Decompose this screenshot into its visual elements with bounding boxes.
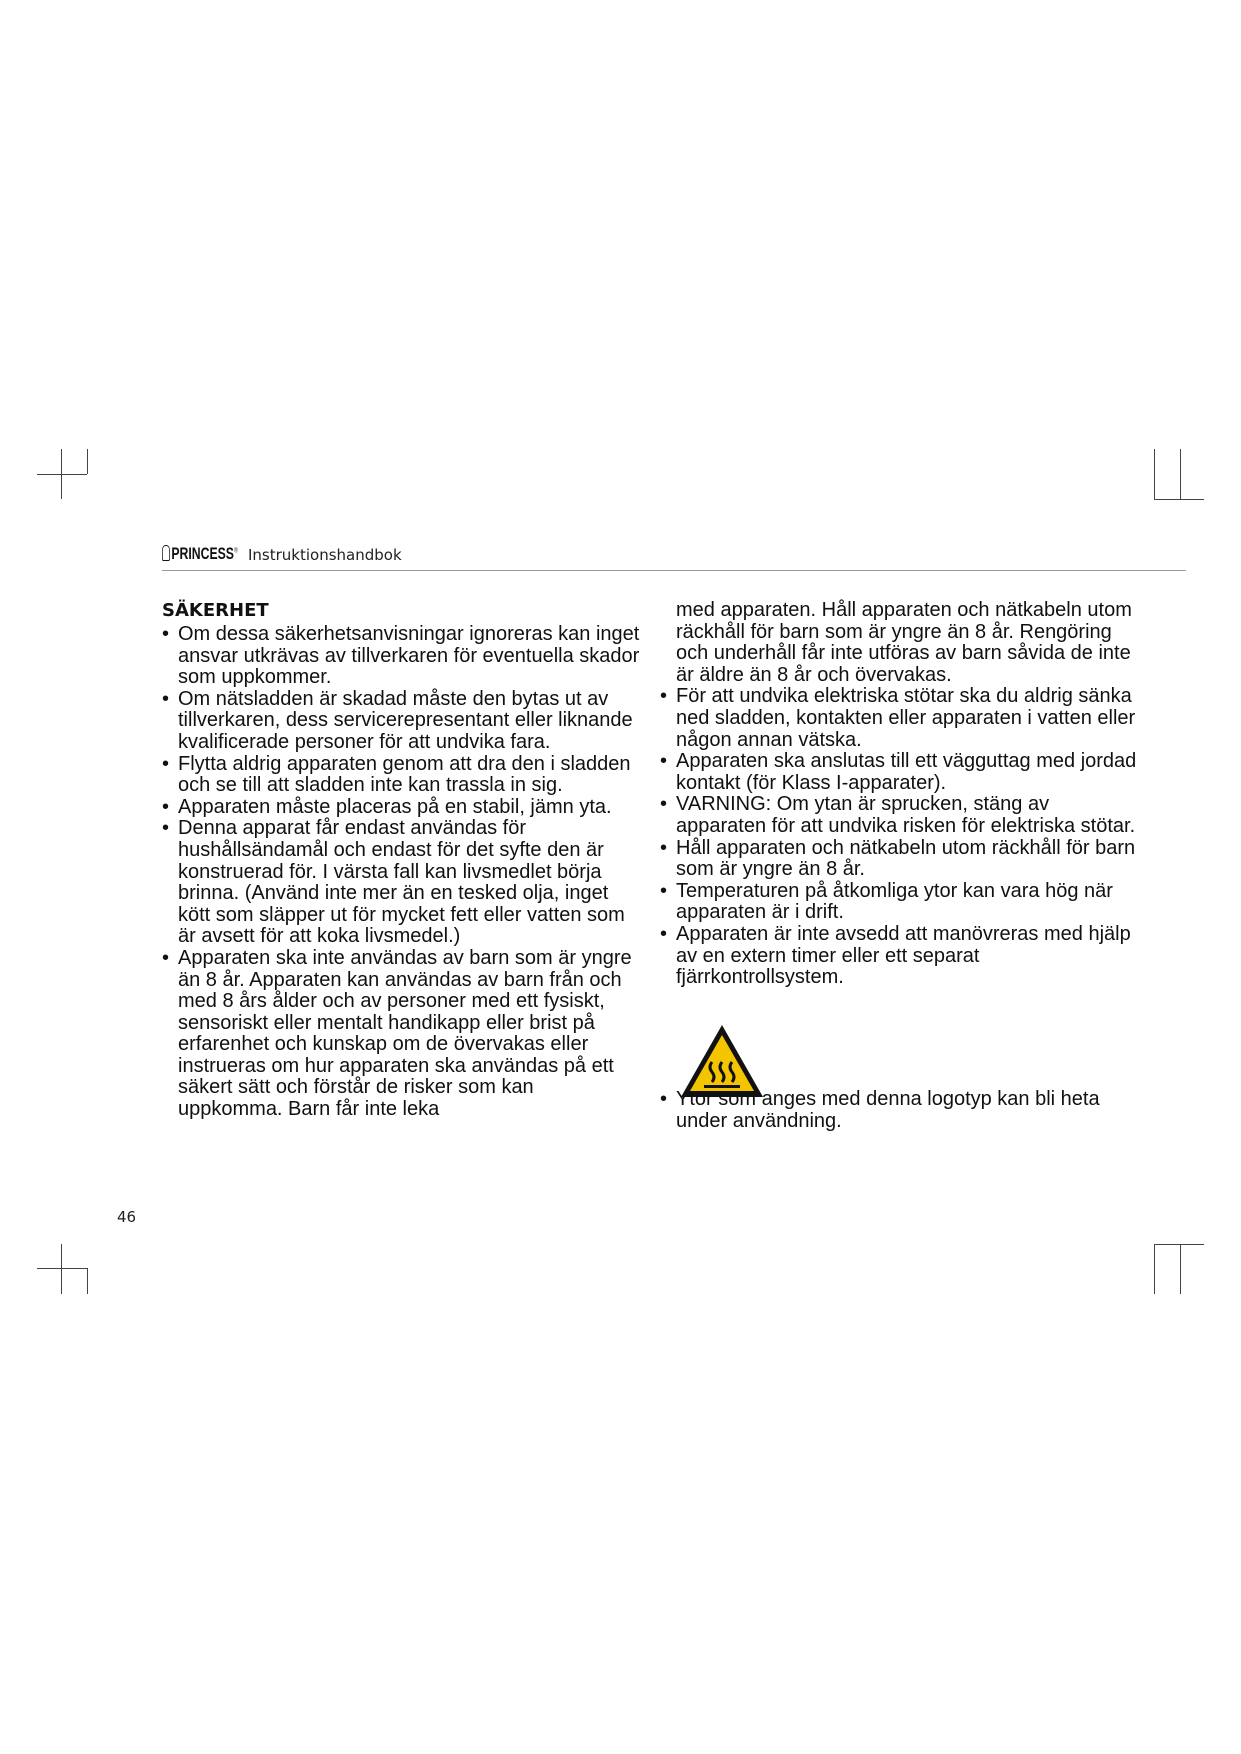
crop-mark (61, 449, 62, 499)
section-title: SÄKERHET (162, 600, 269, 621)
continued-text: med apparaten. Håll apparaten och nätkabeln utom räckhåll för barn som är yngre än 8 år. Rengöring och underhåll får inte utföras av barn såvida de inte är äldre än 8 år och övervakas. (676, 599, 1132, 686)
crop-mark (87, 1268, 88, 1294)
crop-mark (1154, 1244, 1204, 1245)
list-item: • Temperaturen på åtkomliga ytor kan vara hög när apparaten är i drift. (660, 881, 1140, 924)
crop-mark (1154, 499, 1204, 500)
right-column (660, 600, 1140, 989)
list-item: • Om dessa säkerhetsanvisningar ignoreras kan inget ansvar utkrävas av tillverkaren för eventuella skador som uppkommer. (162, 624, 642, 689)
crop-mark (37, 474, 87, 475)
left-column (162, 600, 642, 1121)
registered-mark: ® (233, 547, 238, 555)
hot-surface-note (660, 1089, 1140, 1132)
crop-mark (1154, 1244, 1155, 1294)
crop-mark (87, 449, 88, 474)
brand-name: PRINCESS (171, 544, 234, 563)
header-subtitle: Instruktionshandbok (248, 546, 402, 564)
list-item: • Apparaten ska inte användas av barn som är yngre än 8 år. Apparaten kan användas av barn från och med 8 års ålder och av personer med ett fysiskt, sensoriskt eller mentalt handikapp eller brist på erfarenhet och kunskap om de övervakas eller instrueras om hur apparaten ska användas på ett säkert sätt och förstår de risker som kan uppkomma. Barn får inte leka (162, 948, 642, 1121)
crop-mark (1180, 449, 1181, 499)
page-number: 46 (117, 1208, 137, 1226)
brand-logo (162, 544, 238, 564)
safety-list-final (660, 1089, 1140, 1132)
crop-mark (37, 1268, 87, 1269)
list-item: • Apparaten ska anslutas till ett vägguttag med jordad kontakt (för Klass I-apparater). (660, 751, 1140, 794)
crop-mark (1180, 1244, 1181, 1294)
list-item: • Flytta aldrig apparaten genom att dra den i sladden och se till att sladden inte kan trassla in sig. (162, 754, 642, 797)
crop-mark (1154, 449, 1155, 499)
safety-list-right (660, 686, 1140, 988)
list-item: • Ytor som anges med denna logotyp kan bli heta under användning. (660, 1089, 1140, 1132)
list-item: • VARNING: Om ytan är sprucken, stäng av apparaten för att undvika risken för elektriska stötar. (660, 794, 1140, 837)
crop-mark (61, 1244, 62, 1294)
list-item: • Håll apparaten och nätkabeln utom räckhåll för barn som är yngre än 8 år. (660, 838, 1140, 881)
list-item: • Denna apparat får endast användas för hushållsändamål och endast för det syfte den är konstruerad för. I värsta fall kan livsmedlet börja brinna. (Använd inte mer än en tesked olja, inget kött som släpper ut för mycket fett eller vatten som är avsett för att koka livsmedel.) (162, 818, 642, 948)
list-item: • Apparaten måste placeras på en stabil, jämn yta. (162, 797, 642, 819)
list-item: • För att undvika elektriska stötar ska du aldrig sänka ned sladden, kontakten eller apparaten i vatten eller någon annan vätska. (660, 686, 1140, 751)
page-header (162, 544, 1186, 566)
crown-icon (162, 545, 170, 561)
safety-list-left (162, 624, 642, 1121)
list-item: • Om nätsladden är skadad måste den bytas ut av tillverkaren, dess servicerepresentant eller liknande kvalificerade personer för att undvika fara. (162, 689, 642, 754)
header-divider (162, 570, 1186, 571)
list-item: • Apparaten är inte avsedd att manövreras med hjälp av en extern timer eller ett separat fjärrkontrollsystem. (660, 924, 1140, 989)
